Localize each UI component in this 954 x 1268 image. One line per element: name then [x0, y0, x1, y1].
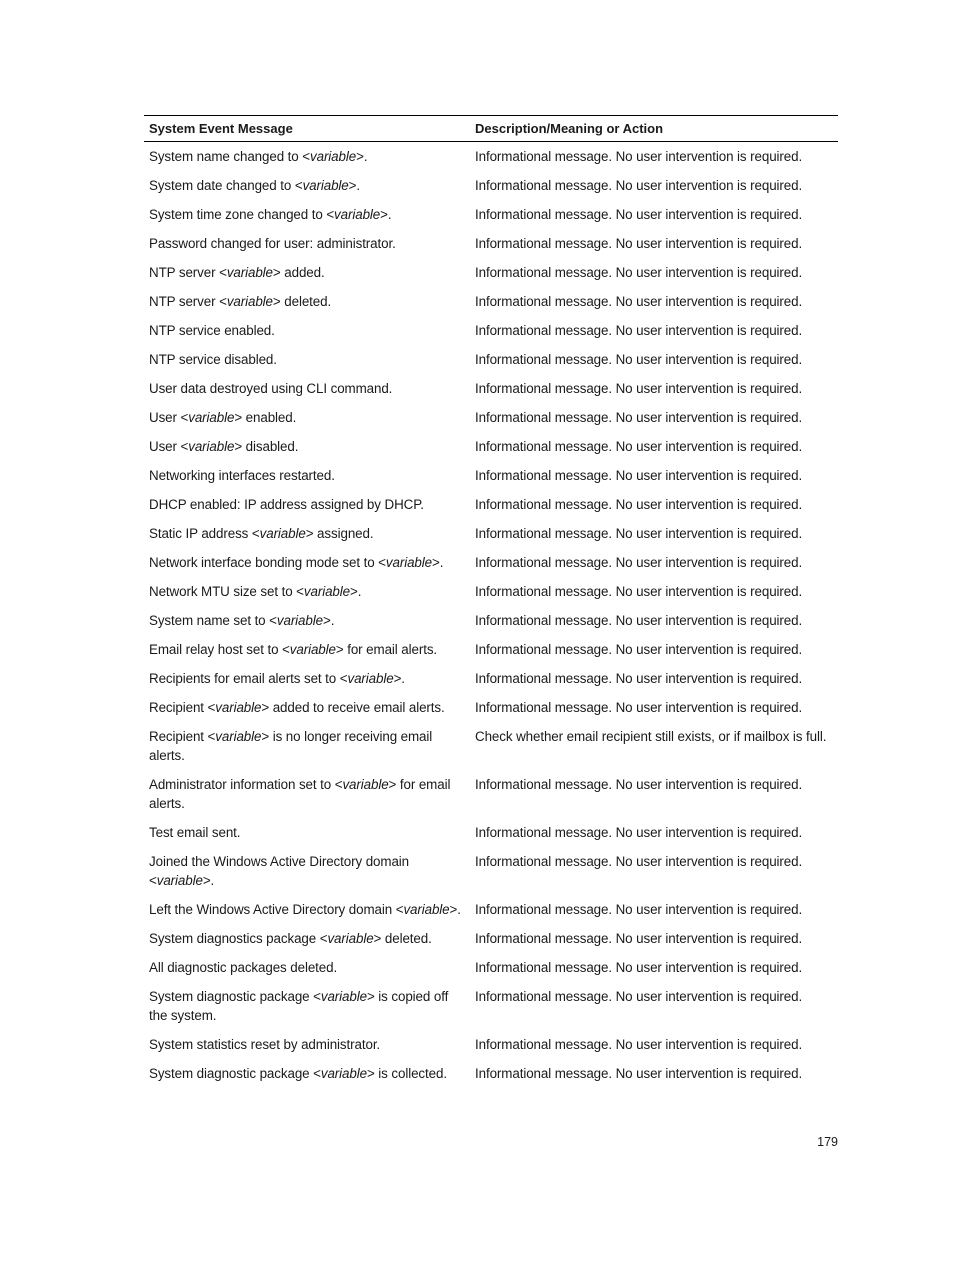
message-text-suffix: >.	[356, 149, 368, 164]
message-text-suffix: >.	[449, 902, 461, 917]
description-cell: Informational message. No user intervention is required.	[475, 497, 803, 512]
table-row	[144, 524, 838, 553]
description-cell: Informational message. No user intervention is required.	[475, 323, 803, 338]
description-cell: Informational message. No user intervention is required.	[475, 902, 803, 917]
table-row	[144, 775, 838, 823]
event-message-cell	[144, 495, 470, 514]
message-text: Email relay host set to <	[149, 642, 290, 657]
table-row	[144, 379, 838, 408]
table-row	[144, 900, 838, 929]
message-variable: variable	[226, 294, 273, 309]
message-variable: variable	[385, 555, 432, 570]
event-message-cell	[144, 234, 470, 253]
message-text: System name changed to <	[149, 149, 310, 164]
message-text: DHCP enabled: IP address assigned by DHCP.	[149, 497, 424, 512]
message-variable: variable	[310, 149, 357, 164]
event-message-cell	[144, 321, 470, 340]
header-system-event-message: System Event Message	[149, 121, 293, 136]
event-message-cell	[144, 1064, 470, 1083]
table-row	[144, 929, 838, 958]
event-message-cell	[144, 350, 470, 369]
message-variable: variable	[156, 873, 203, 888]
message-text: Static IP address <	[149, 526, 260, 541]
event-message-cell	[144, 292, 470, 311]
message-text-suffix: > for email alerts.	[149, 777, 451, 811]
description-cell: Informational message. No user intervention is required.	[475, 931, 803, 946]
message-text-suffix: > added to receive email alerts.	[261, 700, 445, 715]
message-text-suffix: > enabled.	[234, 410, 297, 425]
message-text: Networking interfaces restarted.	[149, 468, 335, 483]
table-row	[144, 958, 838, 987]
message-variable: variable	[342, 777, 389, 792]
event-message-cell	[144, 263, 470, 282]
message-text: User <	[149, 439, 189, 454]
description-cell: Informational message. No user intervention is required.	[475, 777, 803, 792]
description-cell: Informational message. No user intervention is required.	[475, 381, 803, 396]
message-text-suffix: >.	[380, 207, 392, 222]
table-row	[144, 553, 838, 582]
message-text: All diagnostic packages deleted.	[149, 960, 338, 975]
message-variable: variable	[289, 642, 336, 657]
message-text-suffix: > is no longer receiving email alerts.	[149, 729, 433, 763]
message-text: System name set to <	[149, 613, 277, 628]
event-message-cell	[144, 698, 470, 717]
description-cell: Informational message. No user intervention is required.	[475, 294, 803, 309]
event-message-cell	[144, 147, 470, 166]
description-cell: Informational message. No user intervention is required.	[475, 960, 803, 975]
description-cell: Informational message. No user intervention is required.	[475, 989, 803, 1004]
table-row	[144, 640, 838, 669]
message-text: Joined the Windows Active Directory domain <	[149, 854, 410, 888]
description-cell: Informational message. No user intervention is required.	[475, 700, 803, 715]
message-variable: variable	[334, 207, 381, 222]
description-cell: Informational message. No user intervention is required.	[475, 178, 803, 193]
header-description: Description/Meaning or Action	[475, 121, 664, 136]
event-message-cell	[144, 611, 470, 630]
event-message-cell	[144, 176, 470, 195]
table-row	[144, 1035, 838, 1064]
table-row	[144, 495, 838, 524]
table-row	[144, 263, 838, 292]
description-cell: Informational message. No user intervention is required.	[475, 352, 803, 367]
message-text: System diagnostic package <	[149, 1066, 321, 1081]
description-cell: Check whether email recipient still exists, or if mailbox is full.	[475, 729, 827, 744]
message-variable: variable	[347, 671, 394, 686]
message-variable: variable	[320, 989, 367, 1004]
message-variable: variable	[303, 584, 350, 599]
description-cell: Informational message. No user intervention is required.	[475, 1037, 803, 1052]
message-text: User data destroyed using CLI command.	[149, 381, 393, 396]
event-message-cell	[144, 929, 470, 948]
description-cell: Informational message. No user intervention is required.	[475, 439, 803, 454]
description-cell: Informational message. No user intervention is required.	[475, 642, 803, 657]
message-text: System diagnostic package <	[149, 989, 321, 1004]
message-text: Recipients for email alerts set to <	[149, 671, 348, 686]
message-variable: variable	[320, 1066, 367, 1081]
table-row	[144, 727, 838, 775]
table-row	[144, 147, 838, 176]
table-row	[144, 1064, 838, 1093]
event-message-cell	[144, 437, 470, 456]
event-message-cell	[144, 640, 470, 659]
message-text: Recipient <	[149, 700, 216, 715]
event-message-cell	[144, 466, 470, 485]
message-text-suffix: >.	[393, 671, 405, 686]
message-text: System diagnostics package <	[149, 931, 328, 946]
event-message-cell	[144, 1035, 470, 1054]
message-text: NTP server <	[149, 294, 227, 309]
event-message-cell	[144, 408, 470, 427]
event-message-cell	[144, 553, 470, 572]
description-cell: Informational message. No user intervention is required.	[475, 236, 803, 251]
message-text: NTP service enabled.	[149, 323, 275, 338]
message-variable: variable	[215, 700, 262, 715]
description-cell: Informational message. No user intervention is required.	[475, 468, 803, 483]
message-text: Test email sent.	[149, 825, 241, 840]
event-message-cell	[144, 823, 470, 842]
message-text-suffix: >.	[322, 613, 335, 628]
description-cell: Informational message. No user intervention is required.	[475, 671, 803, 686]
message-text-suffix: > for email alerts.	[335, 642, 438, 657]
table-row	[144, 852, 838, 900]
message-text: NTP server <	[149, 265, 227, 280]
message-text-suffix: > disabled.	[234, 439, 299, 454]
message-text: System statistics reset by administrator.	[149, 1037, 381, 1052]
event-message-cell	[144, 582, 470, 601]
description-cell: Informational message. No user intervention is required.	[475, 149, 803, 164]
message-text: System time zone changed to <	[149, 207, 335, 222]
message-text: System date changed to <	[149, 178, 303, 193]
event-message-cell	[144, 987, 470, 1025]
table-row	[144, 234, 838, 263]
message-text: Left the Windows Active Directory domain <	[149, 902, 404, 917]
message-text-suffix: > is collected.	[366, 1066, 447, 1081]
event-message-cell	[144, 379, 470, 398]
event-message-cell	[144, 958, 470, 977]
table-row	[144, 321, 838, 350]
description-cell: Informational message. No user intervention is required.	[475, 613, 803, 628]
event-message-cell	[144, 205, 470, 224]
description-cell: Informational message. No user intervention is required.	[475, 526, 803, 541]
table-body	[144, 142, 838, 1093]
message-variable: variable	[215, 729, 262, 744]
table-row	[144, 176, 838, 205]
message-variable: variable	[403, 902, 450, 917]
message-text-suffix: >.	[202, 873, 215, 888]
description-cell: Informational message. No user intervention is required.	[475, 854, 803, 869]
message-text-suffix: > is copied off the system.	[149, 989, 449, 1023]
table-row	[144, 669, 838, 698]
message-text: Password changed for user: administrator.	[149, 236, 396, 251]
message-variable: variable	[302, 178, 349, 193]
message-variable: variable	[226, 265, 273, 280]
description-cell: Informational message. No user intervention is required.	[475, 410, 803, 425]
table-row	[144, 205, 838, 234]
message-variable: variable	[188, 410, 235, 425]
message-text-suffix: > added.	[272, 265, 325, 280]
message-text: NTP service disabled.	[149, 352, 277, 367]
event-message-cell	[144, 852, 470, 890]
message-text-suffix: > deleted.	[272, 294, 332, 309]
message-text-suffix: >.	[432, 555, 444, 570]
message-text: Administrator information set to <	[149, 777, 343, 792]
table-row	[144, 350, 838, 379]
table-row	[144, 292, 838, 321]
description-cell: Informational message. No user intervention is required.	[475, 1066, 803, 1081]
table-row	[144, 466, 838, 495]
event-message-cell	[144, 669, 470, 688]
description-cell: Informational message. No user intervention is required.	[475, 825, 803, 840]
description-cell: Informational message. No user intervention is required.	[475, 265, 803, 280]
table-row	[144, 582, 838, 611]
message-variable: variable	[259, 526, 306, 541]
page-number: 179	[817, 1135, 838, 1149]
message-text-suffix: >.	[348, 178, 360, 193]
event-message-cell	[144, 775, 470, 813]
message-variable: variable	[276, 613, 323, 628]
description-cell: Informational message. No user intervention is required.	[475, 555, 803, 570]
table-row	[144, 437, 838, 466]
message-text-suffix: > deleted.	[373, 931, 432, 946]
event-message-cell	[144, 524, 470, 543]
table-row	[144, 987, 838, 1035]
message-text-suffix: > assigned.	[305, 526, 374, 541]
message-text: Recipient <	[149, 729, 216, 744]
table-row	[144, 408, 838, 437]
message-variable: variable	[188, 439, 235, 454]
table-header	[144, 115, 838, 142]
event-message-table	[144, 115, 838, 1093]
message-text: Network interface bonding mode set to <	[149, 555, 386, 570]
message-variable: variable	[327, 931, 374, 946]
message-text: Network MTU size set to <	[149, 584, 304, 599]
event-message-cell	[144, 900, 470, 919]
event-message-cell	[144, 727, 470, 765]
table-row	[144, 823, 838, 852]
description-cell: Informational message. No user intervention is required.	[475, 584, 803, 599]
message-text: User <	[149, 410, 189, 425]
table-row	[144, 611, 838, 640]
description-cell: Informational message. No user intervention is required.	[475, 207, 803, 222]
message-text-suffix: >.	[349, 584, 362, 599]
table-row	[144, 698, 838, 727]
